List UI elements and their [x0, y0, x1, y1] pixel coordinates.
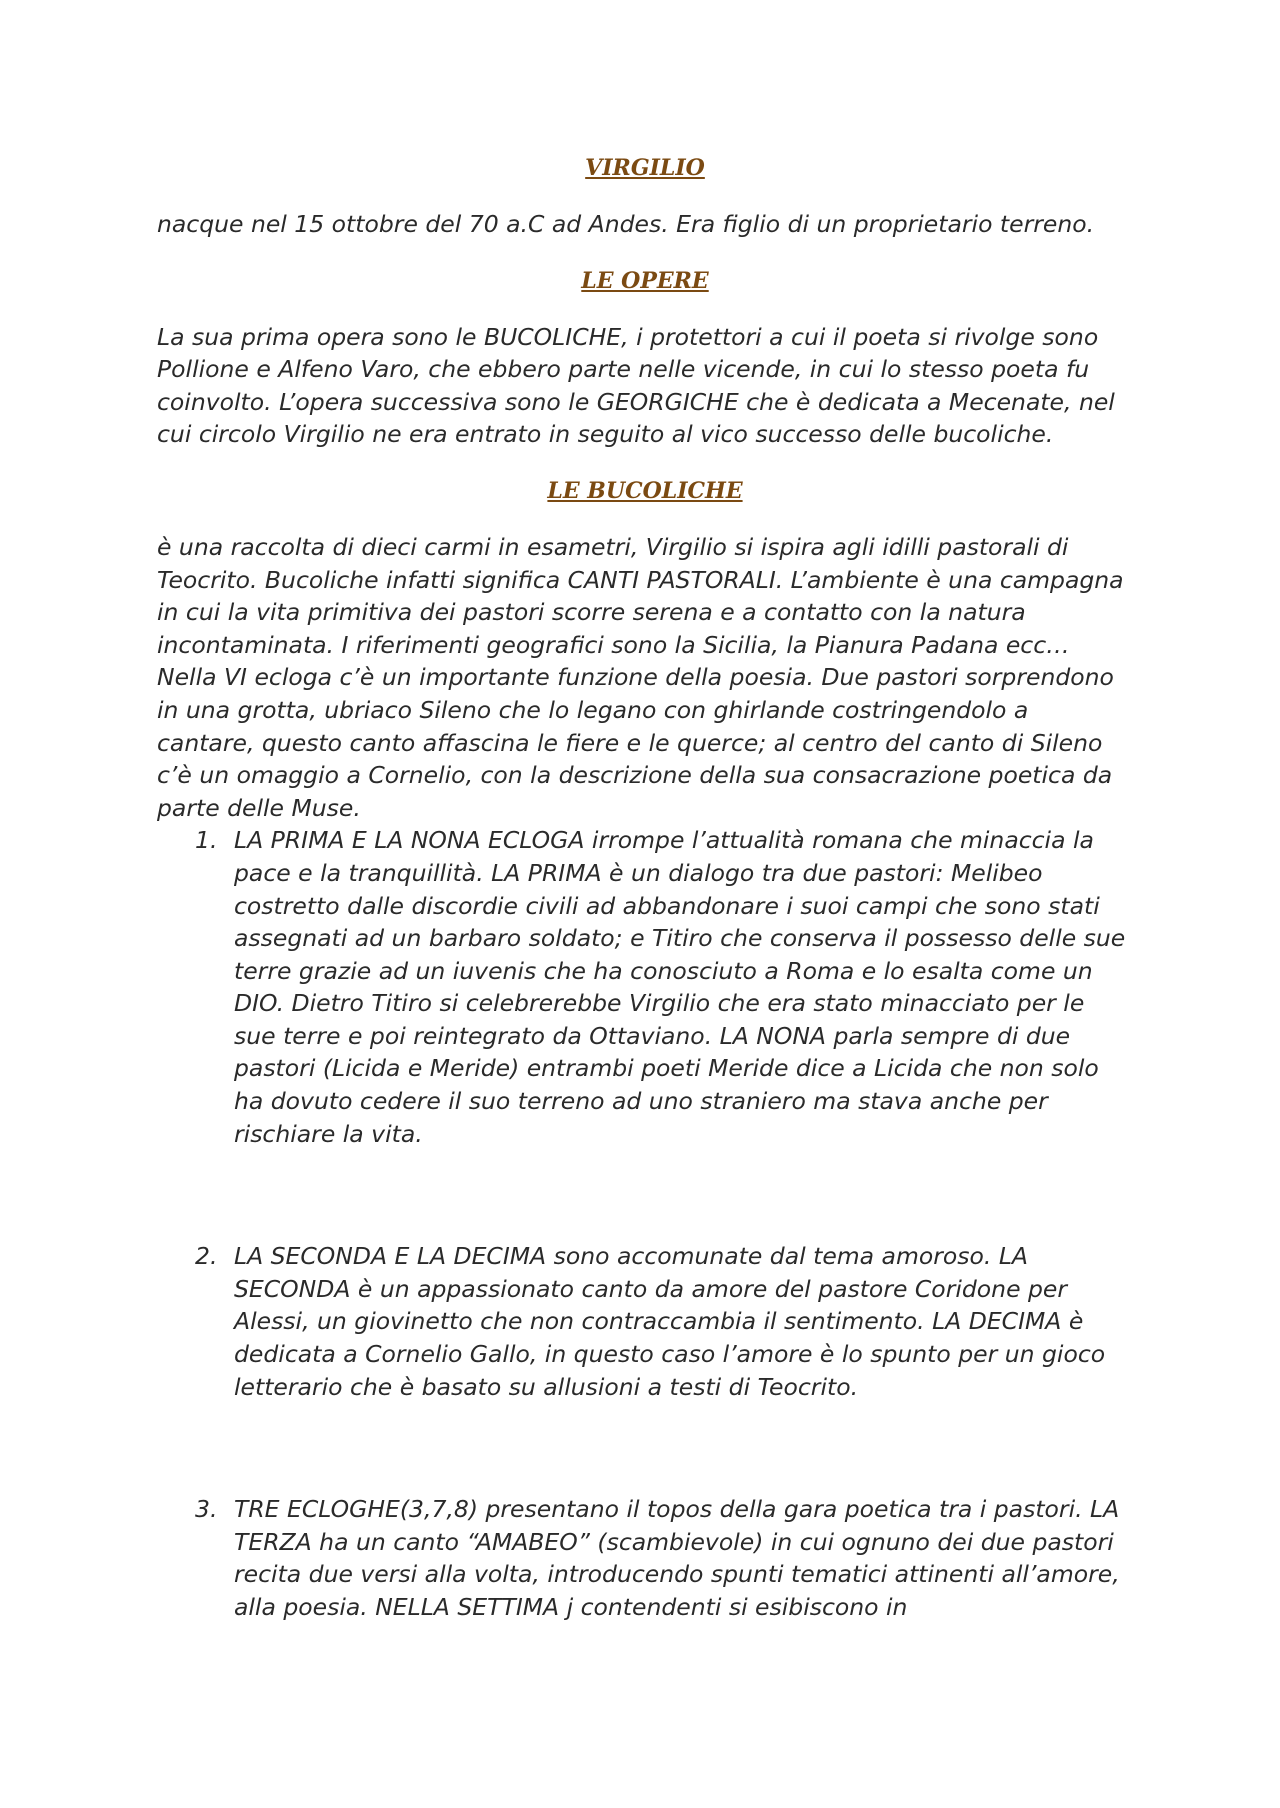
- list-number: 3.: [195, 1495, 218, 1524]
- document-body: [157, 150, 1133, 1624]
- list-item-text: TRE ECLOGHE(3,7,8) presentano il topos della gara poetica tra i pastori. LA TERZA ha un canto “AMABEO” (scambievole) in cui ognuno dei due pastori recita due versi alla volta, introducendo spunti tematici attinenti all’amore, alla poesia. NELLA SETTIMA j contendenti si esibiscono in: [234, 1495, 1120, 1621]
- bucoliche-paragraph: è una raccolta di dieci carmi in esametri, Virgilio si ispira agli idilli pastorali di Teocrito. Bucoliche infatti significa CANTI PASTORALI. L’ambiente è una campagna in cui la vita primitiva dei pastori scorre serena e a contatto con la natura incontaminata. I riferimenti geografici sono la Sicilia, la Pianura Padana ecc… Nella VI ecloga c’è un importante funzione della poesia. Due pastori sorprendono in una grotta, ubriaco Sileno che lo legano con ghirlande costringendolo a cantare, questo canto affascina le fiere e le querce; al centro del canto di Sileno c’è un omaggio a Cornelio, con la descrizione della sua consacrazione poetica da parte delle Muse.: [157, 532, 1124, 822]
- list-gap: [157, 1150, 1133, 1240]
- list-item: [157, 824, 1133, 1150]
- works-heading: LE OPERE: [581, 267, 709, 294]
- title-heading: VIRGILIO: [585, 155, 705, 181]
- list-number: 1.: [195, 826, 218, 855]
- list-item-text: LA SECONDA E LA DECIMA sono accomunate dal tema amoroso. LA SECONDA è un appassionato canto da amore del pastore Coridone per Alessi, un giovinetto che non contraccambia il sentimento. LA DECIMA è dedicata a Cornelio Gallo, in questo caso l’amore è lo spunto per un gioco letterario che è basato su allusioni a testi di Teocrito.: [234, 1242, 1106, 1401]
- bucoliche-heading: LE BUCOLICHE: [547, 477, 743, 504]
- list-item-text: LA PRIMA E LA NONA ECLOGA irrompe l’attualità romana che minaccia la pace e la tranquillità. LA PRIMA è un dialogo tra due pastori: Melibeo costretto dalle discordie civili ad abbandonare i suoi campi che sono stati assegnati ad un barbaro soldato; e Titiro che conserva il possesso delle sue terre grazie ad un iuvenis che ha conosciuto a Roma e lo esalta come un DIO. Dietro Titiro si celebrerebbe Virgilio che era stato minacciato per le sue terre e poi reintegrato da Ottaviano. LA NONA parla sempre di due pastori (Licida e Meride) entrambi poeti Meride dice a Licida che non solo ha dovuto cedere il suo terreno ad uno straniero ma stava anche per rischiare la vita.: [234, 826, 1126, 1148]
- spacer: [157, 299, 1133, 321]
- intro-paragraph: nacque nel 15 ottobre del 70 a.C ad Andes. Era figlio di un proprietario terreno.: [157, 210, 1095, 238]
- list-item: [157, 1493, 1133, 1623]
- spacer: [157, 451, 1133, 473]
- spacer: [157, 509, 1133, 531]
- spacer: [157, 241, 1133, 263]
- eclogues-list: [157, 824, 1133, 1623]
- list-gap: [157, 1403, 1133, 1493]
- list-item: [157, 1240, 1133, 1403]
- list-number: 2.: [195, 1242, 218, 1271]
- spacer: [157, 186, 1133, 208]
- works-paragraph: La sua prima opera sono le BUCOLICHE, i protettori a cui il poeta si rivolge sono Pollione e Alfeno Varo, che ebbero parte nelle vicende, in cui lo stesso poeta fu coinvolto. L’opera successiva sono le GEORGICHE che è dedicata a Mecenate, nel cui circolo Virgilio ne era entrato in seguito al vico successo delle bucoliche.: [157, 322, 1115, 449]
